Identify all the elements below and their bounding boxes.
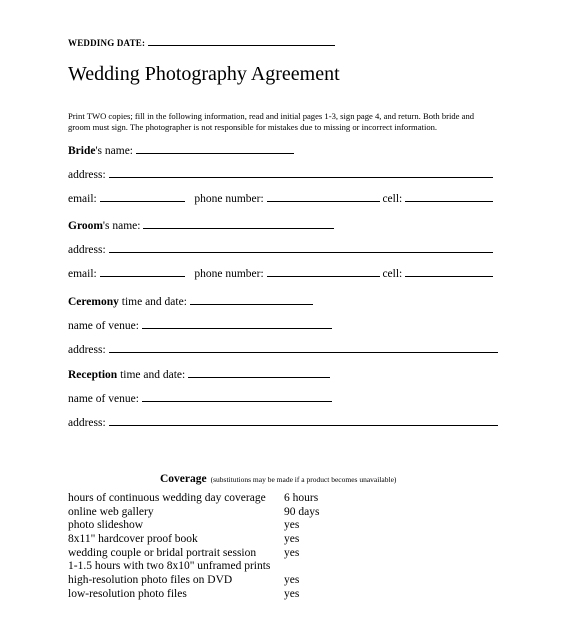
groom-cell-label: cell: bbox=[382, 268, 403, 280]
ceremony-time-line[interactable] bbox=[190, 304, 313, 305]
coverage-item-label: wedding couple or bridal portrait session bbox=[68, 547, 257, 559]
reception-time-line[interactable] bbox=[188, 377, 330, 378]
coverage-note: (substitutions may be made if a product becomes unavailable) bbox=[210, 475, 397, 484]
coverage-item-label: low-resolution photo files bbox=[68, 588, 187, 600]
groom-phone-label: phone number: bbox=[194, 268, 264, 280]
bride-cell-label: cell: bbox=[382, 193, 403, 205]
bride-phone-label: phone number: bbox=[194, 193, 264, 205]
bride-address-label: address: bbox=[68, 169, 106, 181]
coverage-item-label: high-resolution photo files on DVD bbox=[68, 574, 233, 586]
groom-address-line[interactable] bbox=[109, 252, 493, 253]
reception-time-row bbox=[68, 369, 330, 381]
bride-contact-row bbox=[68, 193, 493, 205]
groom-phone-line[interactable] bbox=[267, 276, 380, 277]
coverage-item bbox=[68, 519, 300, 531]
coverage-item-value: yes bbox=[284, 519, 300, 531]
wedding-date-field bbox=[68, 38, 335, 48]
wedding-date-line[interactable] bbox=[148, 45, 335, 46]
coverage-item bbox=[68, 560, 270, 572]
coverage-item bbox=[68, 533, 300, 545]
bride-label-rest: 's name: bbox=[95, 145, 134, 157]
coverage-item bbox=[68, 574, 300, 586]
coverage-heading bbox=[160, 469, 396, 487]
groom-contact-row bbox=[68, 268, 493, 280]
ceremony-venue-line[interactable] bbox=[142, 328, 332, 329]
reception-address-label: address: bbox=[68, 417, 106, 429]
coverage-item bbox=[68, 547, 300, 559]
groom-label: Groom bbox=[68, 220, 103, 232]
coverage-item-label: photo slideshow bbox=[68, 519, 144, 531]
reception-address-line[interactable] bbox=[109, 425, 498, 426]
groom-email-label: email: bbox=[68, 268, 97, 280]
bride-email-label: email: bbox=[68, 193, 97, 205]
bride-email-line[interactable] bbox=[100, 201, 185, 202]
ceremony-address-row bbox=[68, 344, 498, 356]
coverage-item bbox=[68, 492, 319, 504]
ceremony-venue-label: name of venue: bbox=[68, 320, 139, 332]
bride-cell-line[interactable] bbox=[405, 201, 493, 202]
coverage-item-label: online web gallery bbox=[68, 506, 154, 518]
ceremony-label-rest: time and date: bbox=[118, 296, 187, 308]
groom-label-rest: 's name: bbox=[102, 220, 141, 232]
bride-address-row bbox=[68, 169, 493, 181]
reception-label: Reception bbox=[68, 369, 118, 381]
groom-cell-line[interactable] bbox=[405, 276, 493, 277]
bride-phone-line[interactable] bbox=[267, 201, 380, 202]
groom-name-line[interactable] bbox=[143, 228, 334, 229]
coverage-item-value: yes bbox=[284, 574, 300, 586]
bride-name-row bbox=[68, 145, 294, 157]
coverage-item-value: yes bbox=[284, 588, 300, 600]
ceremony-time-row bbox=[68, 296, 313, 308]
instructions-line-1: Print TWO copies; fill in the following information, read and initial pages 1-3, sign page 4, and return. Both bride and bbox=[68, 111, 475, 121]
groom-address-label: address: bbox=[68, 244, 106, 256]
coverage-item-value: 90 days bbox=[284, 506, 320, 518]
ceremony-label: Ceremony bbox=[68, 296, 119, 308]
coverage-item-value: 6 hours bbox=[284, 492, 319, 504]
reception-venue-line[interactable] bbox=[142, 401, 332, 402]
reception-venue-row bbox=[68, 393, 332, 405]
groom-address-row bbox=[68, 244, 493, 256]
instructions-line-2: groom must sign. The photographer is not responsible for mistakes due to missing or incorrect information. bbox=[68, 122, 438, 132]
coverage-item-label: 1-1.5 hours with two 8x10" unframed prints bbox=[68, 560, 271, 572]
coverage-item bbox=[68, 506, 320, 518]
ceremony-address-label: address: bbox=[68, 344, 106, 356]
ceremony-venue-row bbox=[68, 320, 332, 332]
bride-name-line[interactable] bbox=[136, 153, 294, 154]
page-title: Wedding Photography Agreement bbox=[68, 63, 340, 85]
coverage-item-label: hours of continuous wedding day coverage bbox=[68, 492, 266, 504]
reception-label-rest: time and date: bbox=[117, 369, 186, 381]
coverage-title: Coverage bbox=[160, 473, 207, 485]
groom-name-row bbox=[68, 220, 334, 232]
bride-label: Bride bbox=[68, 145, 96, 157]
reception-venue-label: name of venue: bbox=[68, 393, 139, 405]
coverage-item-label: 8x11" hardcover proof book bbox=[68, 533, 198, 545]
wedding-date-label: WEDDING DATE: bbox=[68, 38, 146, 48]
ceremony-address-line[interactable] bbox=[109, 352, 498, 353]
coverage-item bbox=[68, 588, 300, 600]
coverage-item-value: yes bbox=[284, 533, 300, 545]
coverage-item-value: yes bbox=[284, 547, 300, 559]
groom-email-line[interactable] bbox=[100, 276, 185, 277]
bride-address-line[interactable] bbox=[109, 177, 493, 178]
reception-address-row bbox=[68, 417, 498, 429]
